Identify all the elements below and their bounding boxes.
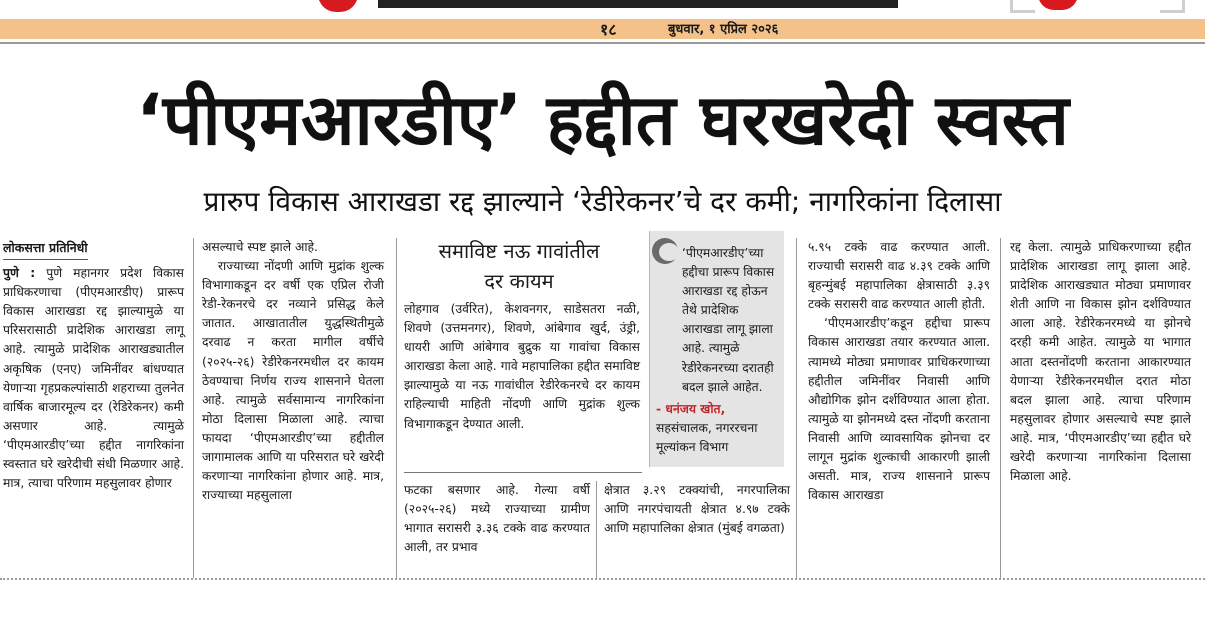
byline: लोकसत्ता प्रतिनिधी bbox=[3, 238, 88, 260]
column-divider bbox=[193, 238, 194, 578]
quote-attribution bbox=[656, 400, 782, 457]
masthead-logo-shape bbox=[318, 0, 358, 12]
column-5-paragraph-1: ५.९५ टक्के वाढ करण्यात आली. राज्याची सरासरी वाढ ४.३९ टक्के आणि बृहन्मुंबई महापालिका क्षेत्रासाठी ३.३९ टक्के सरासरी वाढ करण्यात आली होती. bbox=[808, 240, 990, 312]
box-heading-line-1: समाविष्ट नऊ गावांतील bbox=[438, 239, 600, 263]
masthead-strip bbox=[0, 0, 1205, 14]
quote-author: - धनंजय खोत, bbox=[656, 402, 726, 416]
column-6 bbox=[1010, 238, 1191, 486]
box-heading bbox=[404, 236, 634, 296]
column-2 bbox=[202, 238, 384, 505]
quote-text bbox=[656, 244, 782, 397]
masthead-bracket-right bbox=[1160, 0, 1185, 13]
column-divider bbox=[796, 238, 797, 578]
date-bar bbox=[0, 19, 1205, 39]
column-1-paragraph bbox=[3, 264, 184, 493]
page-number: १८ bbox=[600, 20, 617, 39]
dateline-place: पुणे : bbox=[3, 266, 36, 281]
column-3-lower: फटका बसणार आहे. गेल्या वर्षी (२०२५-२६) मध्ये राज्याच्या ग्रामीण भागात सरासरी ३.३६ टक्के वाढ करण्यात आली, तर प्रभाव bbox=[404, 483, 590, 555]
box-text: लोहगाव (उर्वरित), केशवनगर, साडेसतरा नळी, शिवणे (उत्तमनगर), शिवणे, आंबेगाव खुर्द, उंड्री, धायरी आणि आंबेगाव बुद्रुक या गावांचा विकास आराखडा केला आहे. गावे महापालिका हद्दीत समाविष्ट झाल्यामुळे या नऊ गावांधील रेडीरेकनरचे दर कायम राहिल्याची माहिती नोंदणी आणि मुद्रांक शुल्क विभागाकडून देण्यात आली. bbox=[404, 302, 640, 431]
column-divider bbox=[1000, 238, 1001, 578]
masthead-logo-shape-right bbox=[1038, 0, 1078, 10]
masthead-bracket-left bbox=[1010, 0, 1035, 13]
column-divider bbox=[596, 481, 597, 578]
column-2-paragraph-1: असल्याचे स्पष्ट झाले आहे. bbox=[202, 240, 318, 254]
column-5-paragraph-2: ‘पीएमआरडीए’कडून हद्दीचा प्रारूप विकास आराखडा तयार करण्यात आला. त्यामध्ये मोठ्या प्रमाणावर प्राधिकरणाच्या हद्दीतील जमिनींवर निवासी आणि औद्योगिक झोन दर्शविण्यात आला होता. त्यामुळे या झोनमध्ये दस्त नोंदणी करताना निवासी आणि व्यावसायिक झोनचा दर लागून मुद्रांक शुल्काची आकारणी झाली असती. मात्र, राज्य शासनाने प्रारूप विकास आराखडा bbox=[808, 316, 990, 503]
footer-rule bbox=[0, 578, 1205, 582]
dateline: बुधवार, १ एप्रिल २०२६ bbox=[668, 22, 779, 37]
box-heading-line-2: दर कायम bbox=[484, 269, 554, 293]
column-1-text: पुणे महानगर प्रदेश विकास प्राधिकरणाचा (पीएमआरडीए) प्रारूप विकास आराखडा रद्द झाल्यामुळे या परिसरासाठी प्रादेशिक आराखडा लागू आहे. त्यामुळे प्रादेशिक आराखड्यातील अकृषिक (एनए) जमिनींवर बांधण्यात येणाऱ्या गृहप्रकल्पांसाठी शहराच्या तुलनेत वार्षिक बाजारमूल्य दर (रेडिरेकनर) कमी असणार आहे. त्यामुळे ‘पीएमआरडीए’च्या हद्दीत नागरिकांना स्वस्तात घरे खरेदीची संधी मिळणार आहे. मात्र, त्याचा परिणाम महसुलावर होणार bbox=[3, 266, 184, 491]
column-5 bbox=[808, 238, 990, 505]
column-divider bbox=[396, 238, 397, 578]
subheadline: प्रारुप विकास आराखडा रद्द झाल्याने ‘रेडीरेकनर’चे दर कमी; नागरिकांना दिलासा bbox=[203, 185, 1002, 218]
masthead-title-shape bbox=[378, 0, 898, 8]
top-rule bbox=[0, 42, 1205, 44]
column-6-paragraph: रद्द केला. त्यामुळे प्राधिकरणाच्या हद्दीत प्रादेशिक आराखडा लागू झाला आहे. प्रादेशिक आराखड्यात मोठ्या प्रमाणावर शेती आणि ना विकास झोन दर्शविण्यात आला आहे. रेडीरेकनरमध्ये या झोनचे दरही कमी आहेत. त्यामुळे या भागात आता दस्तनोंदणी करताना आकारण्यात येणाऱ्या रेडीरेकनरमधील दरात मोठा बदल झाला आहे. त्याचा परिणाम महसुलावर होणार असल्याचे स्पष्ट झाले आहे. मात्र, ‘पीएमआरडीए’च्या हद्दीत घरे खरेदी करणाऱ्या नागरिकांना दिलासा मिळाला आहे. bbox=[1010, 240, 1191, 484]
column-4-lower: क्षेत्रात ३.२९ टक्क्यांची, नगरपालिका आणि नगरपंचायती क्षेत्रात ४.९७ टक्के आणि महापालिका क्षेत्रात (मुंबई वगळता) bbox=[604, 483, 790, 536]
column-2-paragraph-2: राज्याच्या नोंदणी आणि मुद्रांक शुल्क विभागाकडून दर वर्षी एक एप्रिल रोजी रेडी-रेकनरचे दर नव्याने प्रसिद्ध केले जातात. आखातातील युद्धस्थितीमुळे दरवाढ न करता मागील वर्षीचे (२०२५-२६) रेडीरेकनरमधील दर कायम ठेवण्याचा निर्णय राज्य शासनाने घेतला आहे. त्यामुळे सर्वसामान्य नागरिकांना मोठा दिलासा मिळाला आहे. त्याचा फायदा ‘पीएमआरडीए’च्या हद्दीतील जागामालक आणि या परिसरात घरे खरेदी करणाऱ्या नागरिकांना होणार आहे. मात्र, राज्याच्या महसुलाला bbox=[202, 259, 384, 503]
box-bottom-rule bbox=[404, 472, 642, 473]
quote-body: ‘पीएमआरडीए’च्या हद्दीचा प्रारूप विकास आराखडा रद्द होऊन तेथे प्रादेशिक आराखडा लागू झाला आहे. त्यामुळे रेडीरेकनरच्या दरातही बदल झाले आहेत. bbox=[682, 246, 775, 394]
quote-designation: सहसंचालक, नगररचना मूल्यांकन विभाग bbox=[656, 421, 758, 455]
headline: ‘पीएमआरडीए’ हद्दीत घरखरेदी स्वस्त bbox=[136, 79, 1069, 161]
column-1 bbox=[3, 238, 184, 493]
